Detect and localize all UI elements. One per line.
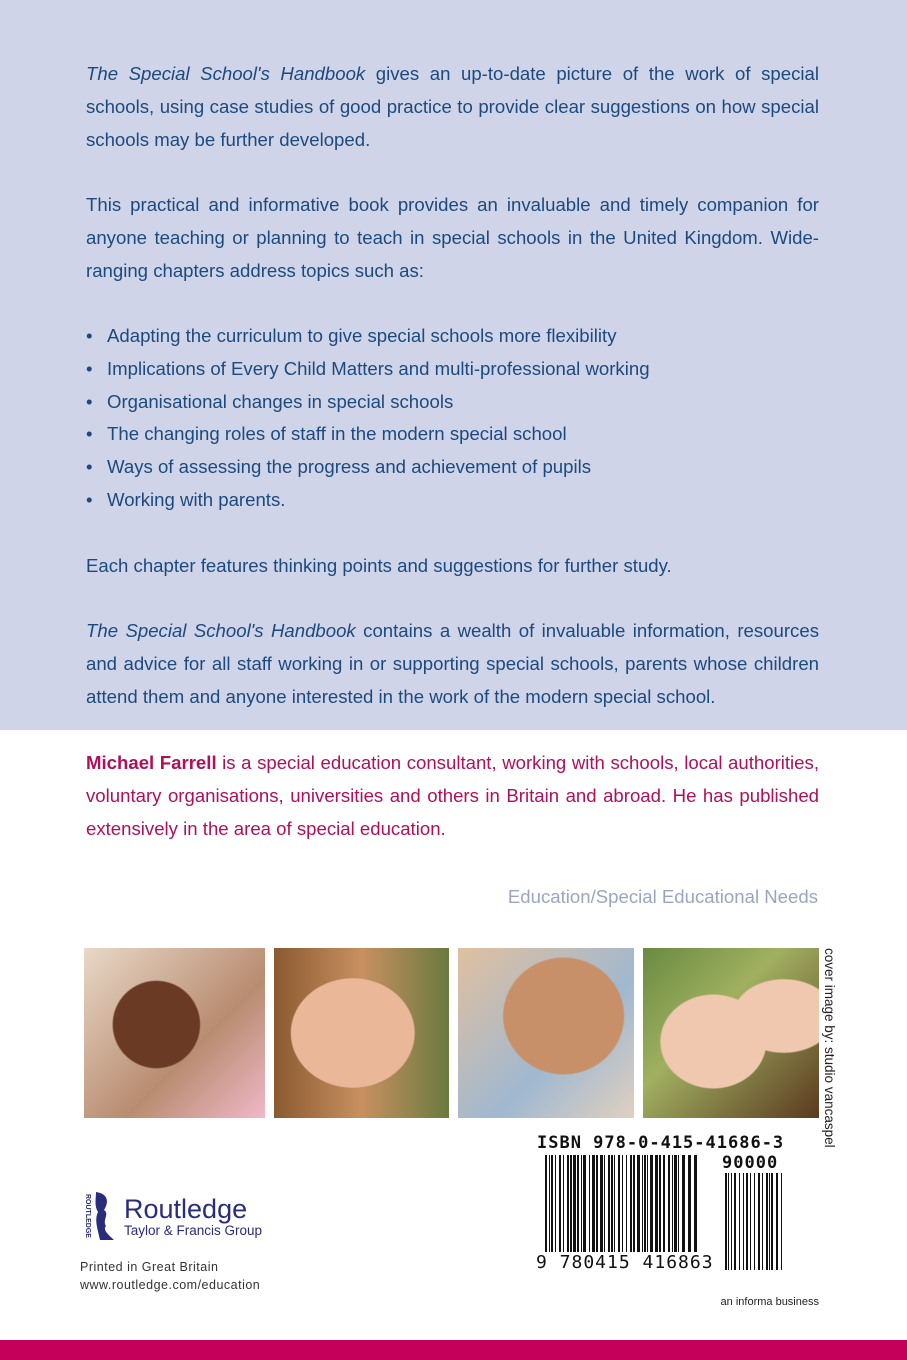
addon-bar [728, 1173, 729, 1270]
cover-credit: cover image by: studio vancaspel [822, 948, 837, 1148]
addon-bar [776, 1173, 778, 1270]
print-info [80, 1258, 260, 1294]
features-paragraph: Each chapter features thinking points and suggestions for further study. [86, 555, 672, 576]
list-item: • Organisational changes in special schools [86, 386, 819, 419]
publisher-url[interactable]: www.routledge.com/education [80, 1278, 261, 1292]
addon-bar [739, 1173, 740, 1270]
list-item: • Ways of assessing the progress and achievement of pupils [86, 451, 819, 484]
category-label: Education/Special Educational Needs [507, 886, 818, 907]
book-title: The Special School's Handbook [86, 620, 356, 641]
addon-bar [781, 1173, 782, 1270]
topic-list [86, 320, 819, 517]
addon-bar [769, 1173, 770, 1270]
routledge-logo [80, 1190, 262, 1242]
list-item: • Working with parents. [86, 484, 819, 517]
addon-bar [766, 1173, 768, 1270]
intro-text: gives an up-to-date picture of the work of special schools, using case studies of good practice to provide clear suggestions on how special schools may be further developed. [86, 63, 819, 150]
summary-paragraph [86, 615, 819, 713]
cover-photo-child-4 [643, 948, 819, 1118]
printed-in: Printed in Great Britain [80, 1260, 219, 1274]
price-addon: 90000 [722, 1153, 779, 1173]
cover-photo-child-3 [458, 948, 634, 1118]
ean-number: 9 780415 416863 [536, 1252, 714, 1273]
addon-bar [731, 1173, 732, 1270]
svg-text:ROUTLEDGE: ROUTLEDGE [84, 1194, 91, 1238]
bio-text: is a special education consultant, working with schools, local authorities, voluntary organisations, universities and others in Britain and abroad. He has published extensively in the area of special education. [86, 752, 819, 839]
informa-tagline: an informa business [720, 1296, 819, 1308]
list-item: • Implications of Every Child Matters and multi-professional working [86, 353, 819, 386]
addon-bar [762, 1173, 763, 1270]
list-item: • Adapting the curriculum to give special schools more flexibility [86, 320, 819, 353]
addon-bar [743, 1173, 744, 1270]
cover-photo-child-2 [274, 948, 449, 1118]
publisher-name: Routledge [124, 1193, 248, 1224]
isbn-text: ISBN 978-0-415-41686-3 [537, 1133, 785, 1153]
list-item: • The changing roles of staff in the modern special school [86, 418, 819, 451]
topics-paragraph: This practical and informative book provides an invaluable and timely companion for anyone teaching or planning to teach in special schools in the United Kingdom. Wide-ranging chapters address topics such as: [86, 194, 819, 281]
addon-bar [746, 1173, 748, 1270]
addon-bar [725, 1173, 727, 1270]
author-name: Michael Farrell [86, 752, 217, 773]
publisher-group: Taylor & Francis Group [124, 1222, 263, 1238]
addon-bar [750, 1173, 751, 1270]
author-bio [86, 747, 819, 845]
cover-photo-child-1 [84, 948, 265, 1118]
addon-bar [771, 1173, 773, 1270]
addon-bar [758, 1173, 760, 1270]
intro-paragraph [86, 58, 819, 156]
summary-text: contains a wealth of invaluable information, resources and advice for all staff working in or supporting special schools, parents whose children attend them and anyone interested in the work of the modern special school. [86, 620, 819, 707]
bottom-color-bar [0, 1340, 907, 1360]
book-title: The Special School's Handbook [86, 63, 366, 84]
addon-bar [734, 1173, 736, 1270]
routledge-head-icon [80, 1190, 120, 1242]
addon-bar [754, 1173, 755, 1270]
